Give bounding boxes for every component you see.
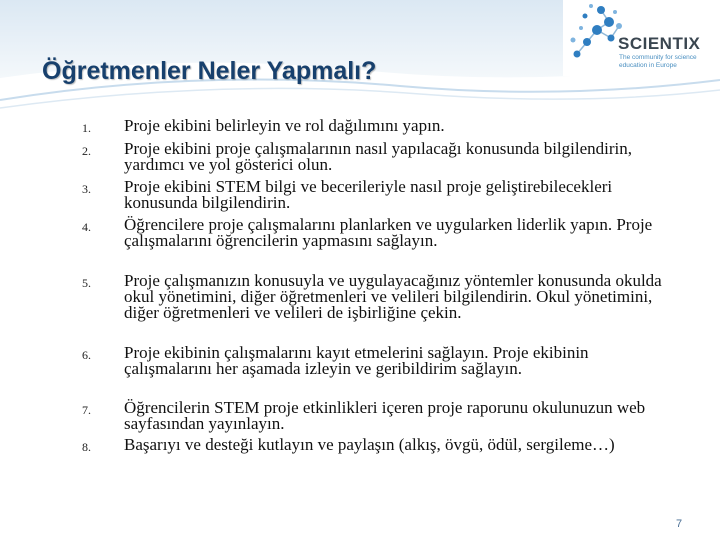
list-item-text: Proje ekibinin çalışmalarını kayıt etmelerini sağlayın. Proje ekibinin çalışmalarını her aşamada izleyin ve geribildirim sağlayın.	[124, 343, 589, 378]
list-item-number: 5.	[82, 276, 91, 290]
list-item-text: Öğrencilere proje çalışmalarını planlarken ve uygularken liderlik yapın. Proje çalışmalarını öğrencilerin yapmasını sağlayın.	[124, 215, 653, 250]
list-item-text: Proje ekibini proje çalışmalarının nasıl yapılacağı konusunda bilgilendirin, yardımcı ve yol gösterici olun.	[124, 139, 632, 174]
list-item-number: 3.	[82, 182, 91, 196]
list-item-text: Proje çalışmanızın konusuyla ve uygulayacağınız yöntemler konusunda okulda okul yönetimini, diğer öğretmenleri ve velileri bilgilendirin. Okul yönetimini, diğer öğretmenleri ve velileri de işbirliğine çekin.	[124, 271, 662, 322]
list-item-number: 4.	[82, 220, 91, 234]
list-item-text: Proje ekibini belirleyin ve rol dağılımını yapın.	[124, 116, 445, 135]
logo-wordmark: SCIENTIX	[618, 34, 701, 53]
page-number: 7	[676, 518, 683, 530]
list-item-number: 7.	[82, 403, 91, 417]
list-item-text: Öğrencilerin STEM proje etkinlikleri içeren proje raporunu okulunuzun web sayfasından yayınlayın.	[124, 398, 646, 433]
list-item-number: 2.	[82, 144, 91, 158]
slide-title: Öğretmenler Neler Yapmalı?	[42, 57, 377, 85]
logo-tagline: The community for science education in Europe	[619, 54, 697, 69]
list-item-text: Başarıyı ve desteği kutlayın ve paylaşın (alkış, övgü, ödül, sergileme…)	[124, 435, 615, 454]
list-item-text: Proje ekibini STEM bilgi ve becerileriyle nasıl proje geliştirebilecekleri konusunda bilgilendirin.	[124, 177, 613, 212]
list-item-number: 1.	[82, 121, 91, 135]
list-item-number: 8.	[82, 440, 91, 454]
list-item-number: 6.	[82, 348, 91, 362]
